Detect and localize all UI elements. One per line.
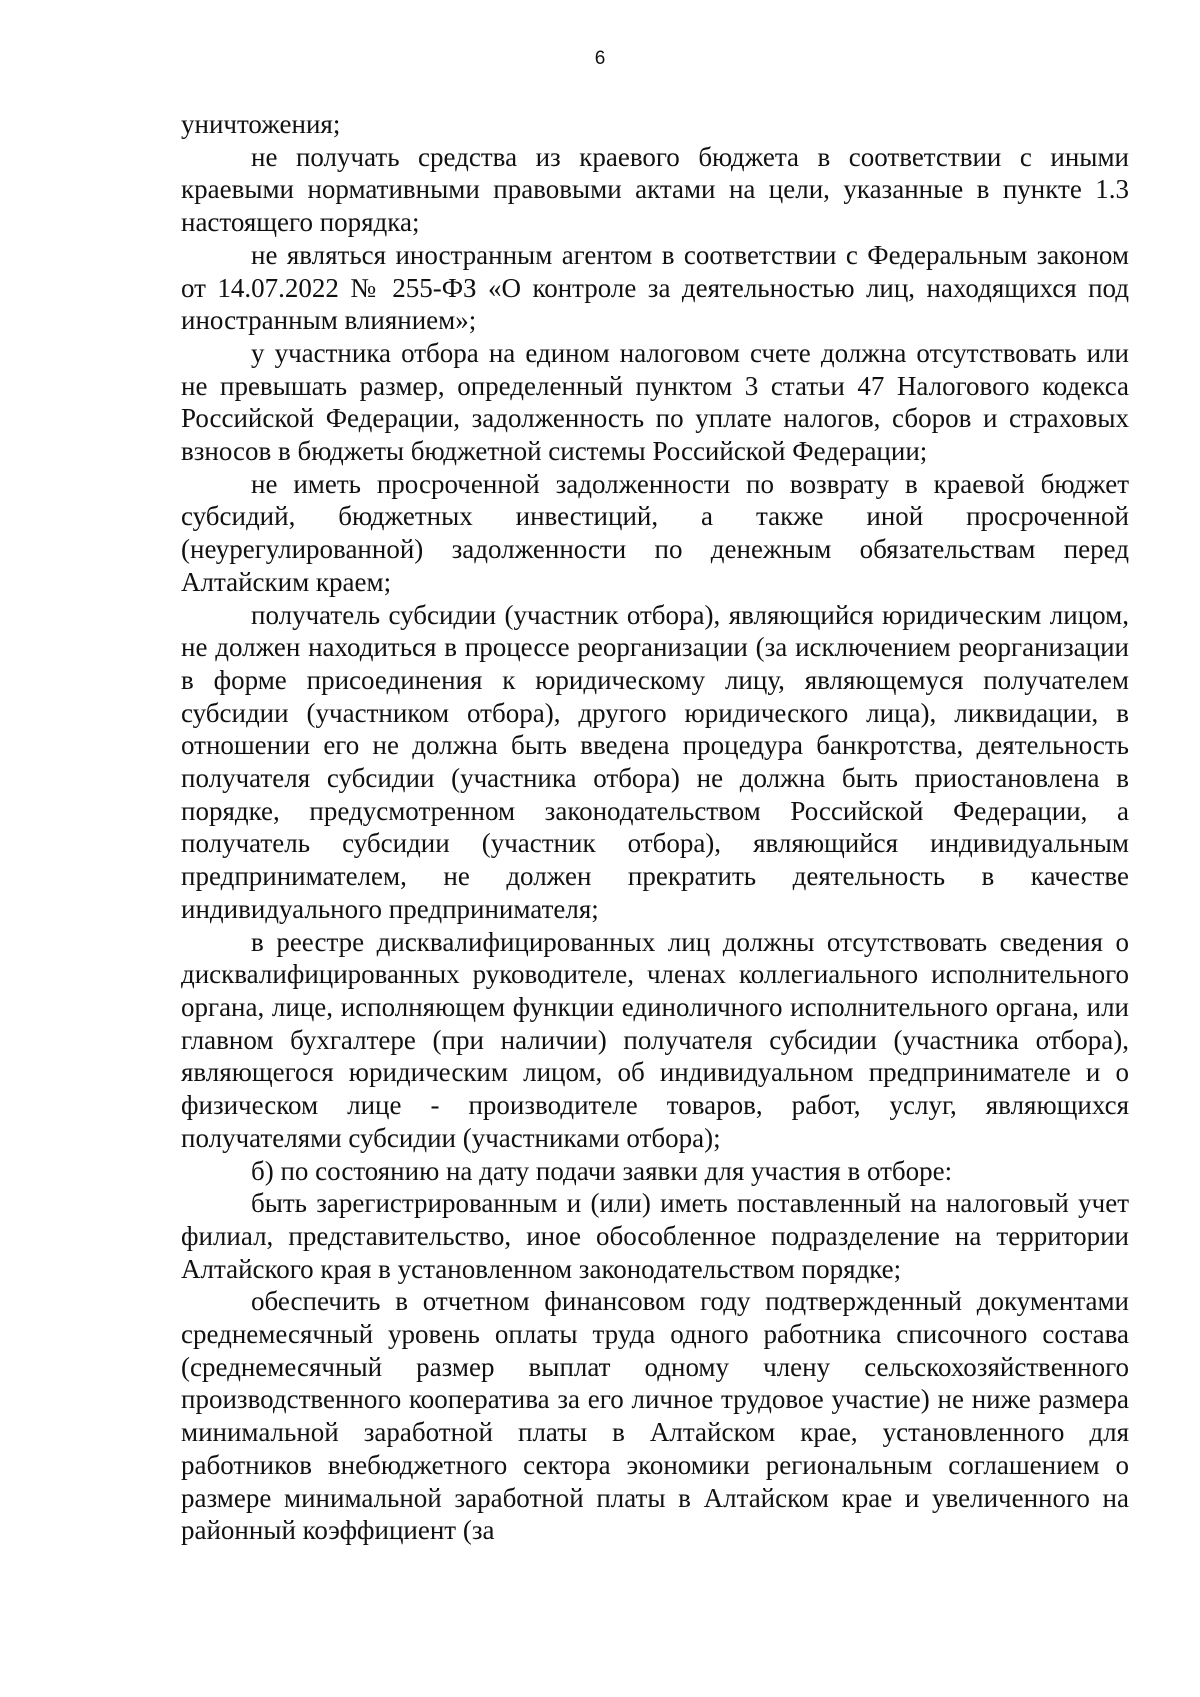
paragraph-registration: быть зарегистрированным и (или) иметь поставленный на налоговый учет филиал, представительство, иное обособленное подразделение на территории Алтайского края в установленном законодательством порядке;	[181, 1188, 1129, 1284]
paragraph-disqualified-registry: в реестре дисквалифицированных лиц должны отсутствовать сведения о дисквалифицированных руководителе, членах коллегиального исполнительного органа, лице, исполняющем функции единоличного исполнительного органа, или главном бухгалтере (при наличии) получателя субсидии (участника отбора), являющегося юридическим лицом, об индивидуальном предпринимателе и о физическом лице - производителе товаров, работ, услуг, являющихся получателями субсидии (участниками отбора);	[181, 926, 1129, 1153]
paragraph-tax-debt: у участника отбора на едином налоговом счете должна отсутствовать или не превышать размер, определенный пунктом 3 статьи 47 Налогового кодекса Российской Федерации, задолженность по уплате налогов, сборов и страховых взносов в бюджеты бюджетной системы Российской Федерации;	[181, 337, 1129, 467]
page-number: 6	[594, 48, 606, 69]
paragraph-overdue-debt: не иметь просроченной задолженности по возврату в краевой бюджет субсидий, бюджетных инвестиций, а также иной просроченной (неурегулированной) задолженности по денежным обязательствам перед Алтайским краем;	[181, 468, 1129, 597]
paragraph-wage-level: обеспечить в отчетном финансовом году подтвержденный документами среднемесячный уровень оплаты труда одного работника списочного состава (среднемесячный размер выплат одному члену сельскохозяйственного производственного кооператива за его личное трудовое участие) не ниже размера минимальной заработной платы в Алтайском крае, установленного для работников внебюджетного сектора экономики региональным соглашением о размере минимальной заработной платы в Алтайском крае и увеличенного на районный коэффициент (за	[181, 1286, 1129, 1546]
paragraph-application-date: б) по состоянию на дату подачи заявки для участия в отборе:	[251, 1155, 953, 1186]
paragraph-foreign-agent: не являться иностранным агентом в соответствии с Федеральным законом от 14.07.2022 № 255-ФЗ «О контроле за деятельностью лиц, находящихся под иностранным влиянием»;	[181, 239, 1129, 336]
paragraph-reorganization: получатель субсидии (участник отбора), являющийся юридическим лицом, не должен находиться в процессе реорганизации (за исключением реорганизации в форме присоединения к юридическому лицу, являющемуся получателем субсидии (участником отбора), другого юридического лица), ликвидации, в отношении его не должна быть введена процедура банкротства, деятельность получателя субсидии (участника отбора) не должна быть приостановлена в порядке, предусмотренном законодательством Российской Федерации, а получатель субсидии (участник отбора), являющийся индивидуальным предпринимателем, не должен прекратить деятельность в качестве индивидуального предпринимателя;	[181, 599, 1129, 924]
paragraph-budget-funds: не получать средства из краевого бюджета в соответствии с иными краевыми нормативными правовыми актами на цели, указанные в пункте 1.3 настоящего порядка;	[181, 141, 1129, 238]
document-body	[181, 108, 1129, 1547]
paragraph-continuation: уничтожения;	[181, 109, 341, 139]
